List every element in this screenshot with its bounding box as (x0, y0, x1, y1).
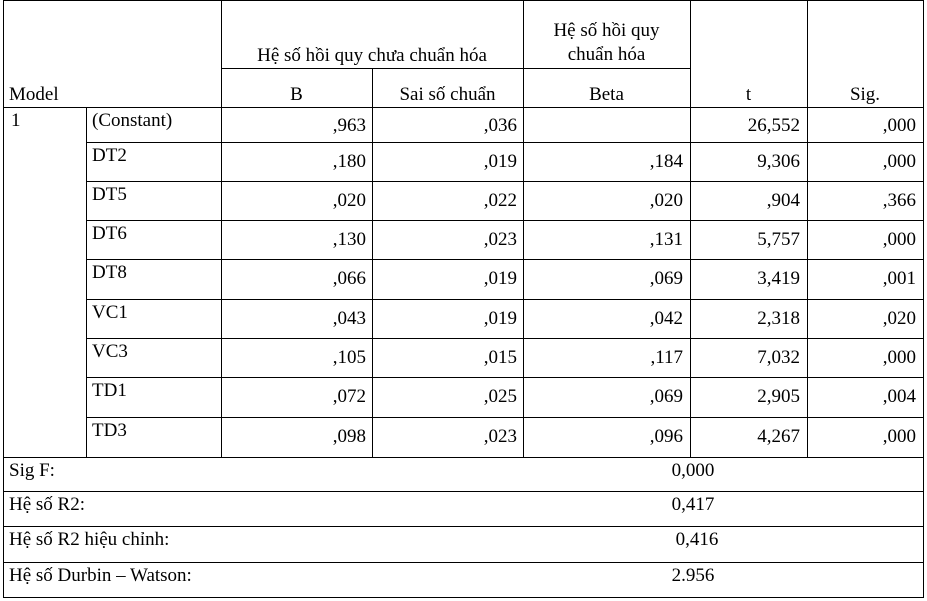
cell-b: ,963 (332, 115, 366, 136)
cell-beta: ,131 (649, 229, 683, 250)
cell-beta: ,096 (649, 426, 683, 447)
variable-name: TD1 (92, 380, 127, 401)
summary-value: 0,417 (671, 494, 715, 515)
cell-t: 7,032 (757, 347, 800, 368)
cell-se: ,019 (483, 151, 517, 172)
cell-sig: ,020 (882, 308, 916, 329)
row-divider (86, 417, 924, 418)
row-divider (86, 181, 924, 182)
table-border-right (923, 0, 924, 598)
header-sig: Sig. (849, 84, 881, 105)
cell-beta: ,042 (649, 308, 683, 329)
cell-beta: ,069 (649, 268, 683, 289)
cell-se: ,019 (483, 308, 517, 329)
summary-label: Sig F: (9, 460, 55, 481)
cell-sig: ,001 (882, 268, 916, 289)
summary-label: Hệ số Durbin – Watson: (9, 565, 192, 586)
summary-value: 0,416 (675, 529, 719, 550)
summary-label: Hệ số R2: (9, 494, 85, 515)
cell-b: ,043 (332, 308, 366, 329)
cell-t: ,904 (766, 190, 800, 211)
column-divider (86, 107, 87, 457)
cell-se: ,025 (483, 386, 517, 407)
cell-beta: ,117 (650, 347, 683, 368)
cell-b: ,105 (332, 347, 366, 368)
cell-t: 4,267 (757, 426, 800, 447)
summary-value: 0,000 (671, 460, 715, 481)
header-t: t (745, 84, 752, 105)
table-border-top (3, 0, 924, 1)
cell-se: ,023 (483, 426, 517, 447)
cell-se: ,036 (483, 115, 517, 136)
cell-b: ,098 (332, 426, 366, 447)
cell-sig: ,000 (882, 115, 916, 136)
cell-t: 5,757 (757, 229, 800, 250)
row-divider (86, 142, 924, 143)
header-bottom-rule (3, 107, 924, 108)
cell-sig: ,000 (882, 426, 916, 447)
summary-label: Hệ số R2 hiệu chỉnh: (9, 529, 170, 550)
variable-name: DT2 (92, 145, 127, 166)
cell-sig: ,000 (882, 347, 916, 368)
body-bottom-rule (3, 457, 924, 458)
variable-name: VC3 (92, 341, 128, 362)
cell-t: 9,306 (757, 151, 800, 172)
variable-name: DT8 (92, 262, 127, 283)
cell-t: 3,419 (757, 268, 800, 289)
cell-b: ,130 (332, 229, 366, 250)
cell-t: 2,318 (757, 308, 800, 329)
row-divider (86, 299, 924, 300)
row-divider (86, 338, 924, 339)
header-beta: Beta (589, 84, 624, 105)
summary-value: 2.956 (671, 565, 715, 586)
regression-table (3, 0, 924, 598)
cell-sig: ,366 (882, 190, 916, 211)
header-std-error: Sai số chuẩn (399, 84, 496, 105)
cell-b: ,020 (332, 190, 366, 211)
cell-sig: ,000 (882, 151, 916, 172)
variable-name: DT5 (92, 184, 127, 205)
cell-se: ,023 (483, 229, 517, 250)
header-standardized-line1: Hệ số hồi quy (553, 20, 660, 41)
table-border-bottom (3, 597, 924, 598)
cell-beta: ,069 (649, 386, 683, 407)
model-number: 1 (11, 110, 21, 131)
cell-se: ,019 (483, 268, 517, 289)
variable-name: VC1 (92, 302, 128, 323)
cell-b: ,180 (332, 151, 366, 172)
variable-name: DT6 (92, 223, 127, 244)
cell-t: 2,905 (757, 386, 800, 407)
variable-name: (Constant) (92, 110, 173, 131)
footer-divider (3, 491, 924, 492)
header-divider (221, 68, 691, 69)
cell-b: ,066 (332, 268, 366, 289)
cell-b: ,072 (332, 386, 366, 407)
row-divider (86, 377, 924, 378)
cell-beta: ,020 (649, 190, 683, 211)
cell-t: 26,552 (747, 115, 800, 136)
cell-se: ,022 (483, 190, 517, 211)
cell-sig: ,000 (882, 229, 916, 250)
footer-divider (3, 562, 924, 563)
header-standardized-line2: chuẩn hóa (567, 44, 646, 65)
header-b: B (290, 84, 303, 105)
footer-divider (3, 526, 924, 527)
cell-sig: ,004 (882, 386, 916, 407)
cell-se: ,015 (483, 347, 517, 368)
header-unstandardized: Hệ số hồi quy chưa chuẩn hóa (257, 45, 487, 66)
row-divider (86, 259, 924, 260)
header-model: Model (9, 84, 59, 105)
row-divider (86, 220, 924, 221)
table-border-left (3, 0, 4, 598)
variable-name: TD3 (92, 420, 127, 441)
cell-beta: ,184 (649, 151, 683, 172)
